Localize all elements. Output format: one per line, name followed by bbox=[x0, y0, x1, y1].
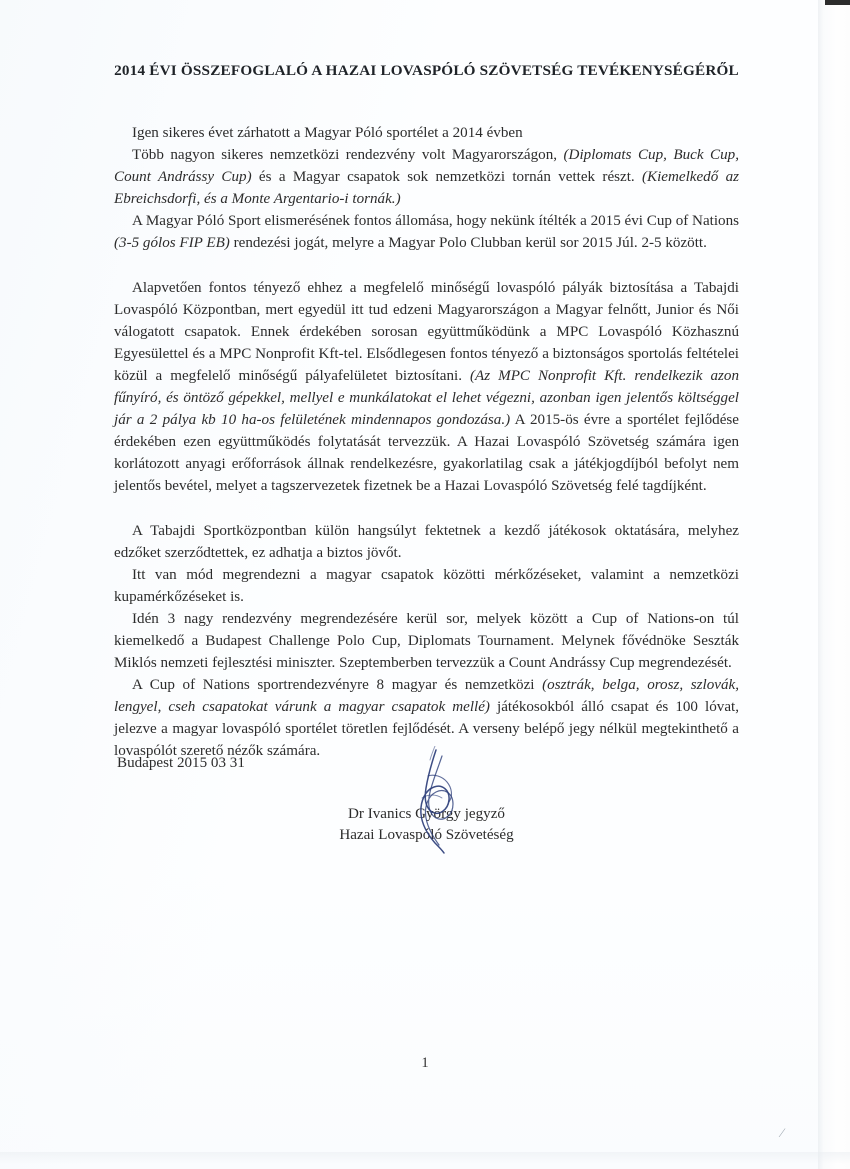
paragraph-matches bbox=[114, 564, 739, 608]
page-edge-bottom bbox=[0, 1152, 850, 1169]
paragraph-intro bbox=[114, 122, 739, 144]
stray-pen-mark: ⁄ bbox=[781, 1125, 784, 1140]
paragraph-text: Alapvetően fontos tényező ehhez a megfelelő minőségű lovaspóló pályák biztosítása a Tabajdi Lovaspóló Központban, mert egyedül itt tud edzeni Magyarországon a Magyar felnőtt, Junior és Női válogatott csapatok. Ennek érdekében sorosan együttműködünk a MPC Lovaspóló Közhasznú Egyesülettel és a MPC Nonprofit Kft-tel. Elsődlegesen fontos tényező a biztonságos sportolás feltételei közül a megfelelő minőségű pályafelületet biztosítani. bbox=[114, 279, 739, 384]
paragraph-cup-of-nations-teams bbox=[114, 674, 739, 762]
paragraph-text: A 2015-ös évre a sportélet fejlődése érdekében ezen együttműködés folytatását tervezzük. A Hazai Lovaspóló Szövetség számára igen korlátozott anyagi erőforrások állnak rendelkezésre, gyakorlatilag csak a játékjogdíjból befolyt nem jelentős bevétel, melyet a tagszervezetek fizetnek be a Hazai Lovaspóló Szövetség felé tagdíjként. bbox=[114, 412, 739, 495]
signature-block bbox=[114, 804, 739, 846]
page-edge-right bbox=[818, 0, 850, 1169]
signer-organization: Hazai Lovaspóló Szövetéség bbox=[339, 827, 514, 843]
paragraph-text: Itt van mód megrendezni a magyar csapatok közötti mérkőzéseket, valamint a nemzetközi kupamérkőzéseket is. bbox=[114, 566, 739, 605]
paragraph-text: Több nagyon sikeres nemzetközi rendezvény volt Magyarországon, bbox=[132, 147, 564, 164]
paragraph-emphasis: (Az MPC Nonprofit Kft. rendelkezik azon fűnyíró, és öntöző gépekkel, mellyel e munkálatokat el lehet végezni, azonban igen jelentős költséggel jár a 2 pálya kb 10 ha-os felületének mindennapos gondozása.) bbox=[114, 367, 740, 429]
page-title: 2014 ÉVI ÖSSZEFOGLALÓ A HAZAI LOVASPÓLÓ SZÖVETSÉG TEVÉKENYSÉGÉRŐL bbox=[114, 62, 739, 79]
paragraph-text: A Tabajdi Sportközpontban külön hangsúlyt fektetnek a kezdő játékosok oktatására, melyhez edzőket szerződtettek, ez adhatja a biztos jövőt. bbox=[114, 522, 739, 561]
paragraph-text: rendezési jogát, melyre a Magyar Polo Clubban kerül sor 2015 Júl. 2-5 között. bbox=[229, 235, 707, 252]
closing-block bbox=[114, 752, 739, 846]
paragraph-spacer bbox=[114, 498, 739, 520]
paragraph-emphasis: (Kiemelkedő az Ebreichsdorfi, és a Monte Argentario-i tornák.) bbox=[114, 169, 740, 208]
page-number: 1 bbox=[421, 1055, 429, 1071]
paragraph-text: Igen sikeres évet zárhatott a Magyar Póló sportélet a 2014 évben bbox=[132, 125, 523, 141]
paragraph-text: A Cup of Nations sportrendezvényre 8 magyar és nemzetközi bbox=[132, 677, 543, 694]
paragraph-text: játékosokból álló csapat és 100 lóvat, jelezve a magyar lovaspóló sportélet töretlen fejlődését. A verseny belépő jegy nélkül megtekinthető a lovaspólót szerető nézők számára. bbox=[114, 699, 740, 760]
paragraph-text: A Magyar Póló Sport elismerésének fontos állomása, hogy nekünk ítélték a 2015 évi Cup of Nations bbox=[132, 213, 739, 230]
paragraph-emphasis: (3-5 gólos FIP EB) bbox=[114, 235, 230, 252]
paragraph-cup-of-nations-award bbox=[114, 210, 739, 254]
document-text-column bbox=[114, 122, 739, 763]
scan-artifact-bar bbox=[825, 0, 850, 5]
date-line: Budapest 2015 03 31 bbox=[117, 755, 245, 771]
paragraph-international-events bbox=[114, 144, 739, 210]
paragraph-spacer bbox=[114, 255, 739, 277]
paragraph-fields-and-cooperation bbox=[114, 277, 739, 498]
paragraph-emphasis: (Diplomats Cup, Buck Cup, Count Andrássy Cup) bbox=[114, 147, 739, 186]
signer-name: Dr Ivanics György jegyző bbox=[348, 806, 505, 822]
paragraph-text: Idén 3 nagy rendezvény megrendezésére kerül sor, melyek között a Cup of Nations-on túl kiemelkedő a Budapest Challenge Polo Cup, Diplomats Tournament. Melynek fővédnöke Seszták Miklós nemzeti fejlesztési miniszter. Szeptemberben tervezzük a Count Andrássy Cup megrendezését. bbox=[114, 610, 739, 672]
paragraph-text: és a Magyar csapatok sok nemzetközi tornán vettek részt. bbox=[251, 169, 642, 186]
paragraph-training-center bbox=[114, 520, 739, 564]
paragraph-three-events bbox=[114, 608, 739, 674]
paragraph-emphasis: (osztrák, belga, orosz, szlovák, lengyel, cseh csapatokat várunk a magyar csapatok mellé) bbox=[114, 677, 739, 716]
